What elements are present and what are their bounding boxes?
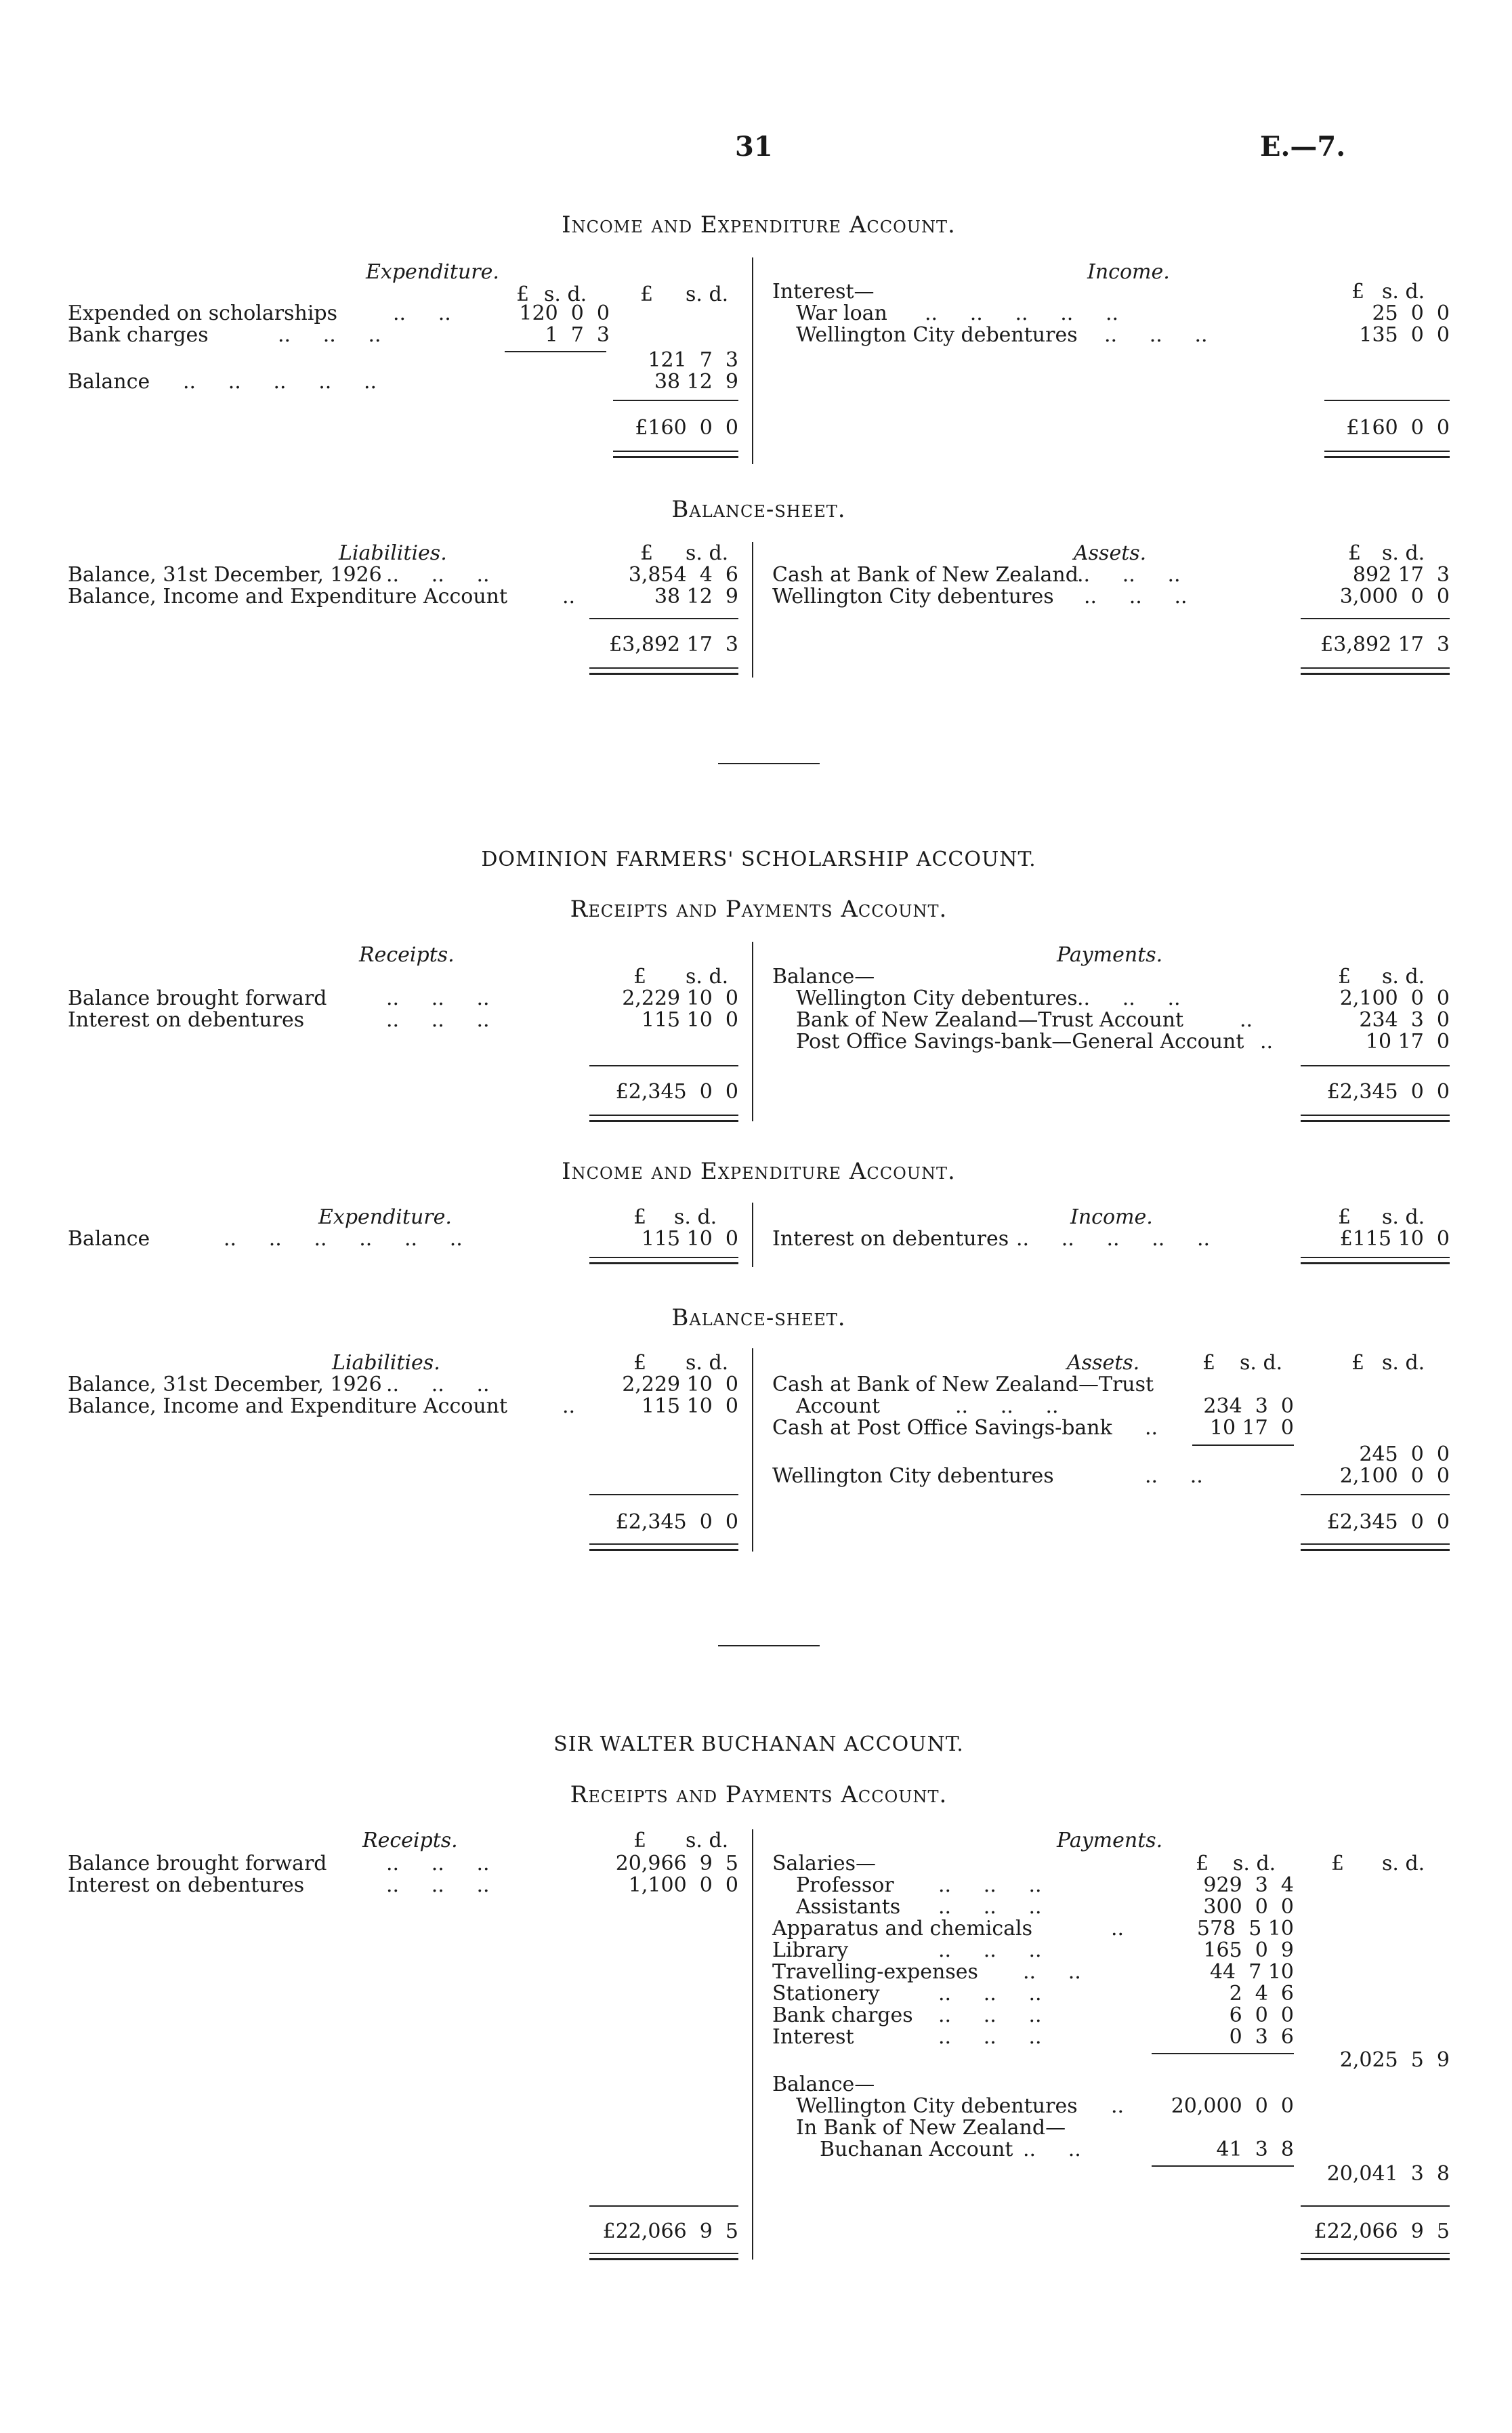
s3-receipts-label: Receipts.	[362, 1829, 458, 1852]
s2-liab-total-underline	[589, 1543, 738, 1551]
s2-rec-row-label: Interest on debentures	[68, 1008, 305, 1032]
section-separator	[718, 763, 820, 764]
s1-liab-row-amount: 38 12 9	[654, 585, 738, 608]
s1-assets-unit-sd: s. d.	[1382, 541, 1425, 565]
s2-pay-row-amount: 234 3 0	[1359, 1008, 1450, 1032]
s2-pay-row-label: Wellington City debentures	[796, 986, 1078, 1010]
s3-pay-unit-pound-2: £	[1331, 1852, 1345, 1875]
s2-rec-row-amount: 2,229 10 0	[622, 986, 738, 1010]
s2-expenditure-label: Expenditure.	[318, 1205, 452, 1229]
s2-liab-row-label: Balance, Income and Expenditure Account	[68, 1394, 508, 1418]
s3-bal-sub-rule	[1152, 2165, 1294, 2167]
s1-balance-label: Balance	[68, 370, 150, 394]
s3-pay-row-amount: 6 0 0	[1229, 2003, 1294, 2027]
s3-pay-row-label: Assistants	[796, 1895, 901, 1919]
s1-asset-row-dots: .. .. ..	[1084, 585, 1188, 608]
s3-pay-row-label: Apparatus and chemicals	[772, 1917, 1033, 1940]
s3-pay-unit-sd-1: s. d.	[1233, 1852, 1276, 1875]
s1-bs-divider	[752, 542, 753, 678]
s2-exp-unit-sd: s. d.	[674, 1205, 717, 1229]
s2-rec-unit-sd: s. d.	[686, 965, 729, 989]
s2-inc-label: Interest on debentures	[772, 1227, 1009, 1251]
s3-rec-row-dots: .. .. ..	[386, 1852, 490, 1875]
s2-rp-divider	[752, 942, 753, 1121]
s2-liab-row-amount: 2,229 10 0	[622, 1373, 738, 1396]
s1-bs-unit-pound: £	[640, 541, 654, 565]
s2-rec-row-amount: 115 10 0	[641, 1008, 738, 1032]
s3-rec-unit-pound: £	[633, 1829, 647, 1852]
s1-exp-row-amount: 120 0 0	[519, 301, 610, 325]
s3-pay-row-label: Interest	[772, 2025, 854, 2049]
s2-inc-value: £115 10 0	[1339, 1227, 1450, 1251]
s2-bs-title: Balance-sheet.	[671, 1304, 846, 1331]
s3-pay-row-label: Stationery	[772, 1982, 880, 2005]
s1-inc-total-rule	[1324, 400, 1450, 401]
s2-asset-line-4-amount: 2,100 0 0	[1339, 1464, 1450, 1488]
s2-asset-line-2-amount: 234 3 0	[1203, 1394, 1294, 1418]
s1-income-row-amount: 135 0 0	[1359, 323, 1450, 347]
s3-salaries-head: Salaries—	[772, 1852, 877, 1875]
s2-rec-row-dots: .. .. ..	[386, 1008, 490, 1032]
s2-liab-row-label: Balance, 31st December, 1926	[68, 1373, 382, 1396]
s3-rec-row-label: Balance brought forward	[68, 1852, 327, 1875]
s2-assets-unit-sd-2: s. d.	[1382, 1351, 1425, 1375]
s1-asset-total-rule	[1301, 618, 1450, 619]
s2-rec-unit-pound: £	[633, 965, 647, 989]
s2-rec-total-underline	[589, 1115, 738, 1122]
s3-pay-row-amount: 44 7 10	[1209, 1960, 1294, 1984]
s2-rp-title: Receipts and Payments Account.	[570, 896, 948, 923]
s2-liab-unit-sd: s. d.	[686, 1351, 729, 1375]
s2-assets-unit-sd-1: s. d.	[1240, 1351, 1283, 1375]
s3-pay-row-dots: .. .. ..	[938, 1938, 1042, 1962]
s2-liab-row-dots: .. .. ..	[386, 1373, 490, 1396]
s2-asset-line-2-dots: .. .. ..	[955, 1394, 1059, 1418]
s1-exp-row-amount: 1 7 3	[545, 323, 610, 347]
s2-pay-row-label: Bank of New Zealand—Trust Account	[796, 1008, 1184, 1032]
s2-pay-head: Balance—	[772, 965, 875, 989]
s2-assets-unit-pound-2: £	[1351, 1351, 1365, 1375]
s1-asset-row-label: Cash at Bank of New Zealand	[772, 563, 1078, 587]
s2-pay-row-dots: .. .. ..	[1077, 986, 1181, 1010]
s1-income-unit-sd: s. d.	[1382, 280, 1425, 304]
s3-pay-row-label: Professor	[796, 1873, 894, 1897]
s3-pay-total-rule	[1301, 2205, 1450, 2207]
s2-liab-total-rule	[589, 1494, 738, 1495]
s2-rec-row-dots: .. .. ..	[386, 986, 490, 1010]
s3-payments-label: Payments.	[1057, 1829, 1163, 1852]
s2-rec-row-label: Balance brought forward	[68, 986, 327, 1010]
s1-liab-total-rule	[589, 618, 738, 619]
s3-balance-head: Balance—	[772, 2073, 875, 2096]
s2-bs-divider	[752, 1348, 753, 1552]
s2-pay-row-dots: ..	[1240, 1008, 1253, 1032]
s2-asset-total: £2,345 0 0	[1326, 1510, 1450, 1534]
s2-liabilities-label: Liabilities.	[332, 1351, 440, 1375]
s1-exp-row-dots: .. ..	[393, 301, 451, 325]
s1-expenditure-label: Expenditure.	[366, 260, 499, 284]
s1-unit-3: £	[640, 283, 654, 306]
s1-inc-total-underline	[1324, 451, 1450, 458]
s2-asset-subtotal: 245 0 0	[1359, 1442, 1450, 1466]
s2-pay-row-label: Post Office Savings-bank—General Account	[796, 1030, 1244, 1054]
s3-bal-line-3-dots: .. ..	[1023, 2138, 1081, 2161]
s2-assets-unit-pound-1: £	[1202, 1351, 1216, 1375]
s1-asset-total-underline	[1301, 667, 1450, 675]
s3-rec-row-amount: 1,100 0 0	[628, 1873, 738, 1897]
s3-rp-divider	[752, 1829, 753, 2260]
s1-asset-row-label: Wellington City debentures	[772, 585, 1054, 608]
s3-pay-row-dots: .. .. ..	[938, 1895, 1042, 1919]
s3-pay-row-dots: .. ..	[1023, 1960, 1081, 1984]
s2-pay-row-amount: 2,100 0 0	[1339, 986, 1450, 1010]
s2-inc-dots: .. .. .. .. ..	[1016, 1227, 1211, 1251]
section-separator	[718, 1645, 820, 1646]
s3-rp-title: Receipts and Payments Account.	[570, 1781, 948, 1808]
s3-rec-total-underline	[589, 2253, 738, 2260]
s2-rec-total: £2,345 0 0	[615, 1080, 738, 1104]
s2-pay-total-rule	[1301, 1065, 1450, 1066]
s1-asset-row-amount: 3,000 0 0	[1339, 585, 1450, 608]
s1-unit-2: s. d.	[544, 283, 587, 306]
s2-payments-label: Payments.	[1057, 943, 1163, 967]
s1-exp-row-label: Bank charges	[68, 323, 209, 347]
page-number: 31	[735, 131, 773, 163]
s3-bal-line-1: Wellington City debentures	[796, 2094, 1078, 2118]
s1-income-row-amount: 25 0 0	[1372, 301, 1450, 325]
s3-pay-unit-pound-1: £	[1196, 1852, 1209, 1875]
s1-unit-1: £	[516, 283, 530, 306]
s2-asset-line-4-dots: .. ..	[1145, 1464, 1203, 1488]
s1-assets-label: Assets.	[1074, 541, 1147, 565]
s1-exp-total-underline	[613, 451, 738, 458]
s3-title: SIR WALTER BUCHANAN ACCOUNT.	[553, 1732, 964, 1756]
s1-liab-row-label: Balance, 31st December, 1926	[68, 563, 382, 587]
s2-exp-label: Balance	[68, 1227, 150, 1251]
s2-liab-total: £2,345 0 0	[615, 1510, 738, 1534]
s3-pay-unit-sd-2: s. d.	[1382, 1852, 1425, 1875]
s2-liab-row-amount: 115 10 0	[641, 1394, 738, 1418]
s1-income-row-label: War loan	[796, 301, 887, 325]
s2-exp-unit-pound: £	[633, 1205, 647, 1229]
s2-asset-line-3: Cash at Post Office Savings-bank	[772, 1416, 1112, 1440]
s2-pay-row-amount: 10 17 0	[1365, 1030, 1450, 1054]
s1-liab-total-underline	[589, 667, 738, 675]
s1-bs-unit-sd: s. d.	[686, 541, 729, 565]
s2-ie-divider	[752, 1203, 753, 1267]
s2-asset-line-4: Wellington City debentures	[772, 1464, 1054, 1488]
s1-income-total: £160 0 0	[1346, 416, 1450, 440]
s3-pay-row-dots: ..	[1111, 1917, 1125, 1940]
s2-inc-unit-pound: £	[1338, 1205, 1351, 1229]
s3-rec-row-label: Interest on debentures	[68, 1873, 305, 1897]
s3-pay-row-amount: 165 0 9	[1203, 1938, 1294, 1962]
s1-bs-title: Balance-sheet.	[671, 496, 846, 523]
s3-bal-line-2: In Bank of New Zealand—	[796, 2116, 1066, 2140]
s2-rec-total-rule	[589, 1065, 738, 1066]
s2-asset-total-rule	[1301, 1494, 1450, 1495]
page-reference: E.—7.	[1260, 131, 1346, 163]
s2-asset-line-3-dots: ..	[1145, 1416, 1158, 1440]
s1-exp-total: £160 0 0	[635, 416, 738, 440]
s3-pay-row-dots: .. .. ..	[938, 2003, 1042, 2027]
s1-liab-row-dots: ..	[562, 585, 576, 608]
s1-asset-row-dots: .. .. ..	[1077, 563, 1181, 587]
s2-inc-unit-sd: s. d.	[1382, 1205, 1425, 1229]
s1-liab-row-label: Balance, Income and Expenditure Account	[68, 585, 508, 608]
s3-rec-row-amount: 20,966 9 5	[615, 1852, 738, 1875]
s2-liab-unit-pound: £	[633, 1351, 647, 1375]
s1-balance-value: 38 12 9	[654, 370, 738, 394]
s1-liab-row-dots: .. .. ..	[386, 563, 490, 587]
s3-pay-subtotal: 2,025 5 9	[1339, 2048, 1450, 2072]
s1-assets-unit-pound: £	[1348, 541, 1362, 565]
s1-unit-4: s. d.	[686, 283, 729, 306]
s2-liab-row-dots: ..	[562, 1394, 576, 1418]
s3-bal-line-1-amount: 20,000 0 0	[1171, 2094, 1294, 2118]
s3-rec-unit-sd: s. d.	[686, 1829, 729, 1852]
s3-pay-row-dots: .. .. ..	[938, 2025, 1042, 2049]
s2-asset-line-3-amount: 10 17 0	[1209, 1416, 1294, 1440]
s1-asset-row-amount: 892 17 3	[1352, 563, 1450, 587]
s2-exp-value: 115 10 0	[641, 1227, 738, 1251]
s2-pay-row-dots: ..	[1260, 1030, 1274, 1054]
s2-pay-total-underline	[1301, 1115, 1450, 1122]
s2-asset-line-2: Account	[796, 1394, 881, 1418]
s3-pay-row-label: Bank charges	[772, 2003, 913, 2027]
s1-balance-dots: .. .. .. .. ..	[183, 370, 377, 394]
s1-liab-row-amount: 3,854 4 6	[628, 563, 738, 587]
s3-pay-row-dots: .. .. ..	[938, 1982, 1042, 2005]
s3-rec-total-rule	[589, 2205, 738, 2207]
s3-pay-row-amount: 929 3 4	[1203, 1873, 1294, 1897]
s1-asset-total: £3,892 17 3	[1320, 633, 1450, 657]
s2-income-label: Income.	[1070, 1205, 1153, 1229]
s2-asset-line-1: Cash at Bank of New Zealand—Trust	[772, 1373, 1154, 1396]
s2-assets-label: Assets.	[1067, 1351, 1140, 1375]
s3-pay-sub-rule	[1152, 2053, 1294, 2054]
s1-exp-row-label: Expended on scholarships	[68, 301, 338, 325]
s3-pay-total: £22,066 9 5	[1314, 2220, 1450, 2243]
s1-income-unit-pound: £	[1351, 280, 1365, 304]
s2-asset-sub-rule	[1192, 1444, 1294, 1446]
s2-exp-underline	[589, 1257, 738, 1264]
s3-pay-row-amount: 2 4 6	[1229, 1982, 1294, 2005]
s1-income-label: Income.	[1087, 260, 1170, 284]
s2-title: DOMINION FARMERS' SCHOLARSHIP ACCOUNT.	[481, 848, 1036, 871]
s3-rec-row-dots: .. .. ..	[386, 1873, 490, 1897]
s2-asset-total-underline	[1301, 1543, 1450, 1551]
s3-rec-total: £22,066 9 5	[602, 2220, 738, 2243]
s3-bal-line-3: Buchanan Account	[820, 2138, 1013, 2161]
s3-pay-row-label: Library	[772, 1938, 849, 1962]
s1-liabilities-label: Liabilities.	[339, 541, 447, 565]
s2-exp-dots: .. .. .. .. .. ..	[224, 1227, 463, 1251]
s2-ie-title: Income and Expenditure Account.	[562, 1158, 956, 1185]
s3-pay-row-label: Travelling-expenses	[772, 1960, 978, 1984]
s3-pay-row-dots: .. .. ..	[938, 1873, 1042, 1897]
s3-bal-line-3-amount: 41 3 8	[1216, 2138, 1294, 2161]
s1-exp-subtotal: 121 7 3	[648, 348, 738, 372]
s2-receipts-label: Receipts.	[359, 943, 455, 967]
s3-bal-subtotal: 20,041 3 8	[1326, 2162, 1450, 2186]
s1-income-row-dots: .. .. ..	[1104, 323, 1208, 347]
s1-exp-total-rule	[613, 400, 738, 401]
s3-pay-row-amount: 300 0 0	[1203, 1895, 1294, 1919]
s2-pay-unit-sd: s. d.	[1382, 965, 1425, 989]
s1-income-row-dots: .. .. .. .. ..	[925, 301, 1119, 325]
s2-inc-underline	[1301, 1257, 1450, 1264]
s1-exp-row-dots: .. .. ..	[278, 323, 381, 347]
s1-ie-divider	[752, 257, 753, 464]
s2-pay-total: £2,345 0 0	[1326, 1080, 1450, 1104]
s1-ie-title: Income and Expenditure Account.	[562, 211, 956, 238]
s3-pay-row-amount: 578 5 10	[1196, 1917, 1294, 1940]
s2-pay-unit-pound: £	[1338, 965, 1351, 989]
s3-pay-row-amount: 0 3 6	[1229, 2025, 1294, 2049]
s3-pay-total-underline	[1301, 2253, 1450, 2260]
s1-liab-total: £3,892 17 3	[609, 633, 738, 657]
s3-bal-line-1-dots: ..	[1111, 2094, 1125, 2118]
s1-income-row-label: Wellington City debentures	[796, 323, 1078, 347]
s1-income-head: Interest—	[772, 280, 875, 304]
